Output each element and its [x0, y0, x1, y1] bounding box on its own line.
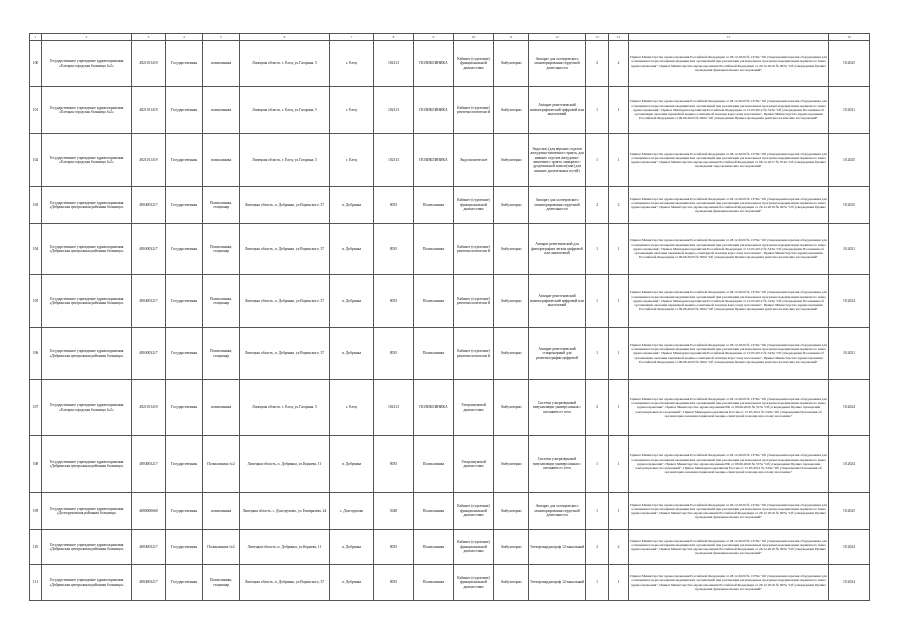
facility-type: поликлиника	[203, 380, 240, 436]
equipment: Эндоскоп (для верхних отделов желудочно-кишечного тракта, для нижних отделов желудочно-кишечного тракта, панкреато-дуоденальной зоны и(или) для нижних дыхательных путей)	[529, 134, 586, 187]
code: 8035	[374, 187, 414, 224]
delivery-date: 10.2024	[829, 565, 870, 601]
facility-type: Поликлиника, стационар	[203, 328, 240, 380]
quantity-planned: 2	[609, 187, 629, 224]
ownership: Государственная	[166, 530, 203, 565]
unit-kind: Поликлиника	[414, 187, 454, 224]
address: Липецкая область, с. Долгоруково, ул.Тимирязева, 24	[240, 493, 330, 530]
facility-type: поликлиника	[203, 493, 240, 530]
organization-name: Государственное учреждение здравоохранения «Елецкая городская больница №2»	[42, 87, 132, 134]
quantity-planned: 1	[609, 328, 629, 380]
quantity-required: 2	[586, 380, 609, 436]
care-mode: Амбулаторно	[494, 41, 529, 87]
care-mode: Амбулаторно	[494, 134, 529, 187]
equipment: Аппарат для холтеровского мониторирования сердечной деятельности	[529, 493, 586, 530]
unit-kind: ПОЛИКЛИНИКА	[414, 87, 454, 134]
legal-basis: Приказ Министерства здравоохранения Российской Федерации от 28.12.2020 № 1379н "Об утверждении перечня оборудования для оснащения и переоснащения медицинских организаций при реализации региональных программ модернизации первичного звена здравоохранения", Приказ Министерства здравоохранения Российской Федерации от 26.12.2016 № 997н "Об утверждении Правил проведения функциональных исследований"	[629, 187, 829, 224]
settlement: п. Добринка	[330, 187, 374, 224]
settlement: п. Добринка	[330, 565, 374, 601]
address: Липецкая область, г. Елец, ул.Гагарина, 5	[240, 87, 330, 134]
quantity-required: 1	[586, 565, 609, 601]
legal-basis: Приказ Министерства здравоохранения Российской Федерации от 28.12.2020 № 1379н "Об утверждении перечня оборудования для оснащения и переоснащения медицинских организаций при реализации региональных программ модернизации первичного звена здравоохранения", Приказ Министерства здравоохранения Российской Федерации от 26.12.2016 № 997н "Об утверждении Правил проведения функциональных исследований"	[629, 565, 829, 601]
quantity-planned: 1	[609, 134, 629, 187]
settlement: п. Добринка	[330, 224, 374, 275]
unit-kind: Поликлиника	[414, 224, 454, 275]
quantity-required: 1	[586, 493, 609, 530]
organization-name: Государственное учреждение здравоохранения «Елецкая городская больница №2»	[42, 380, 132, 436]
column-number: 12	[529, 34, 586, 41]
quantity-required: 1	[586, 328, 609, 380]
inn: 4821011419	[132, 41, 166, 87]
organization-name: Государственное учреждение здравоохранения «Долгоруковская районная больница»	[42, 493, 132, 530]
inn: 4804003217	[132, 328, 166, 380]
unit-kind: ПОЛИКЛИНИКА	[414, 134, 454, 187]
address: Липецкая область, г. Елец, ул.Гагарина, 5	[240, 134, 330, 187]
ownership: Государственная	[166, 565, 203, 601]
row-number: 108	[30, 436, 42, 493]
care-mode: Амбулаторно	[494, 436, 529, 493]
care-mode: Амбулаторно	[494, 224, 529, 275]
facility-type: Поликлиника №2	[203, 436, 240, 493]
ownership: Государственная	[166, 436, 203, 493]
inn: 4804003217	[132, 187, 166, 224]
code: 8035	[374, 436, 414, 493]
code: 8035	[374, 224, 414, 275]
department: Кабинет (отделение) функциональной диагностики	[454, 493, 494, 530]
department: Кабинет (отделение) рентгенологически й	[454, 328, 494, 380]
equipment: Аппарат рентгеновский маммографический цифровой или аналоговый	[529, 275, 586, 328]
department: Кабинет (отделение) функциональной диагностики	[454, 41, 494, 87]
quantity-required: 1	[586, 436, 609, 493]
settlement: п. Добринка	[330, 275, 374, 328]
legal-basis: Приказ Министерства здравоохранения Российской Федерации от 28.12.2020 № 1379н "Об утверждении перечня оборудования для оснащения и переоснащения медицинских организаций при реализации региональных программ модернизации первичного звена здравоохранения", Приказ Министерства здравоохранения Российской Федерации от 26.12.2016 № 997н "Об утверждении Правил проведения функциональных исследований"	[629, 493, 829, 530]
column-number: 5	[203, 34, 240, 41]
code: 102313	[374, 134, 414, 187]
organization-name: Государственное учреждение здравоохранения «Добринская центральная районная больница»	[42, 530, 132, 565]
unit-kind: ПОЛИКЛИНИКА	[414, 380, 454, 436]
care-mode: Амбулаторно	[494, 87, 529, 134]
inn: 4804003217	[132, 565, 166, 601]
unit-kind: Поликлиника	[414, 530, 454, 565]
legal-basis: Приказ Министерства здравоохранения Российской Федерации от 28.12.2020 № 1379н "Об утверждении перечня оборудования для оснащения и переоснащения медицинских организаций при реализации региональных программ модернизации первичного звена здравоохранения", Приказ Министерства здравоохранения РФ от 08.06.2020 № 557н "Об утверждении Правил проведения ультразвуковых исследований", Приказ Минздравсоцразвития России от 15.05.2012 № 543н "Об утверждении Положения об организации оказания первичной медико-санитарной помощи взрослому населению"	[629, 436, 829, 493]
legal-basis: Приказ Министерства здравоохранения Российской Федерации от 28.12.2020 № 1379н "Об утверждении перечня оборудования для оснащения и переоснащения медицинских организаций при реализации региональных программ модернизации первичного звена здравоохранения", Приказ Минздравсоцразвития Российской Федерации от 15.05.2012 № 543н "Об утверждении Положения об организации оказания первичной медико-санитарной помощи взрослому населению", Приказ Министерства здравоохранения Российской Федерации от 09.06.2020 № 560н "Об утверждении Правил проведения рентгенологических исследований"	[629, 224, 829, 275]
equipment: Аппарат рентгеновский для флюорографии легких цифровой или аналоговый	[529, 224, 586, 275]
table-row	[30, 530, 870, 565]
equipment: Электрокардиограф 12-канальный	[529, 565, 586, 601]
delivery-date: 10.2025	[829, 187, 870, 224]
quantity-required: 1	[586, 87, 609, 134]
care-mode: Амбулаторно	[494, 530, 529, 565]
row-number: 104	[30, 224, 42, 275]
address: Липецкая область, п. Добринка, ул.Воронского, 37	[240, 328, 330, 380]
department: Кабинет (отделение) рентгенологически й	[454, 275, 494, 328]
column-number: 1	[30, 34, 42, 41]
organization-name: Государственное учреждение здравоохранения «Добринская центральная районная больница»	[42, 436, 132, 493]
care-mode: Амбулаторно	[494, 565, 529, 601]
equipment-table	[29, 33, 870, 601]
facility-type: поликлиника	[203, 41, 240, 87]
row-number: 101	[30, 87, 42, 134]
facility-type: Поликлиника, стационар	[203, 275, 240, 328]
quantity-required: 1	[586, 224, 609, 275]
department: Кабинет (отделение) функциональной диагностики	[454, 530, 494, 565]
row-number: 106	[30, 328, 42, 380]
table-row	[30, 187, 870, 224]
ownership: Государственная	[166, 493, 203, 530]
code: 8035	[374, 565, 414, 601]
settlement: п. Добринка	[330, 530, 374, 565]
table-row	[30, 87, 870, 134]
equipment: Система ультразвуковой визуализации универсальная с питанием от сети	[529, 436, 586, 493]
legal-basis: Приказ Министерства здравоохранения Российской Федерации от 28.12.2020 № 1379н "Об утверждении перечня оборудования для оснащения и переоснащения медицинских организаций при реализации региональных программ модернизации первичного звена здравоохранения", Приказ Министерства здравоохранения Российской Федерации от 06.12.2017 № 974н "Об утверждении Правил проведения эндоскопических исследований"	[629, 134, 829, 187]
legal-basis: Приказ Министерства здравоохранения Российской Федерации от 28.12.2020 № 1379н "Об утверждении перечня оборудования для оснащения и переоснащения медицинских организаций при реализации региональных программ модернизации первичного звена здравоохранения", Приказ Минздравсоцразвития Российской Федерации от 15.05.2012 № 543н "Об утверждении Положения об организации оказания первичной медико-санитарной помощи взрослому населению", Приказ Министерства здравоохранения Российской Федерации от 09.06.2020 № 560н "Об утверждении Правил проведения рентгенологических исследований"	[629, 275, 829, 328]
ownership: Государственная	[166, 134, 203, 187]
department: Кабинет (отделение) рентгенологически й	[454, 87, 494, 134]
settlement: г. Елец	[330, 134, 374, 187]
settlement: г. Елец	[330, 380, 374, 436]
column-number: 8	[374, 34, 414, 41]
column-number: 2	[42, 34, 132, 41]
inn: 4806000660	[132, 493, 166, 530]
settlement: г. Елец	[330, 87, 374, 134]
quantity-planned: 2	[609, 41, 629, 87]
facility-type: поликлиника	[203, 134, 240, 187]
equipment: Аппарат для холтеровского мониторирования сердечной деятельности	[529, 41, 586, 87]
facility-type: Поликлиника, стационар	[203, 187, 240, 224]
legal-basis: Приказ Министерства здравоохранения Российской Федерации от 28.12.2020 № 1379н "Об утверждении перечня оборудования для оснащения и переоснащения медицинских организаций при реализации региональных программ модернизации первичного звена здравоохранения", Приказ Министерства здравоохранения Российской Федерации от 26.12.2016 № 997н "Об утверждении Правил проведения функциональных исследований"	[629, 530, 829, 565]
delivery-date: 10.2021	[829, 328, 870, 380]
column-number: 15	[629, 34, 829, 41]
column-number: 14	[609, 34, 629, 41]
department: Ультразвуковой диагностики	[454, 380, 494, 436]
care-mode: Амбулаторно	[494, 187, 529, 224]
quantity-planned: 1	[609, 565, 629, 601]
quantity-required: 2	[586, 530, 609, 565]
row-number: 110	[30, 530, 42, 565]
quantity-planned: 1	[609, 436, 629, 493]
legal-basis: Приказ Министерства здравоохранения Российской Федерации от 28.12.2020 № 1379н "Об утверждении перечня оборудования для оснащения и переоснащения медицинских организаций при реализации региональных программ модернизации первичного звена здравоохранения", Приказ Министерства здравоохранения Российской Федерации от 26.12.2016 № 997н "Об утверждении Правил проведения функциональных исследований"	[629, 41, 829, 87]
table-row	[30, 134, 870, 187]
ownership: Государственная	[166, 380, 203, 436]
code: 5048	[374, 493, 414, 530]
inn: 4804003217	[132, 436, 166, 493]
organization-name: Государственное учреждение здравоохранения «Добринская центральная районная больница»	[42, 224, 132, 275]
column-number: 9	[414, 34, 454, 41]
column-number: 6	[240, 34, 330, 41]
address: Липецкая область, п. Добринка, ул.Корнева, 11	[240, 436, 330, 493]
organization-name: Государственное учреждение здравоохранения «Елецкая городская больница №2»	[42, 134, 132, 187]
quantity-required: 2	[586, 187, 609, 224]
unit-kind: Поликлиника	[414, 275, 454, 328]
quantity-planned: 1	[609, 224, 629, 275]
column-number: 13	[586, 34, 609, 41]
delivery-date: 10.2024	[829, 380, 870, 436]
unit-kind: ПОЛИКЛИНИКА	[414, 41, 454, 87]
address: Липецкая область, п. Добринка, ул.Воронского, 37	[240, 565, 330, 601]
row-number: 105	[30, 275, 42, 328]
delivery-date: 10.2024	[829, 436, 870, 493]
equipment: Аппарат рентгеновский маммографический цифровой или аналоговый	[529, 87, 586, 134]
address: Липецкая область, г. Елец, ул.Гагарина, 5	[240, 41, 330, 87]
address: Липецкая область, п. Добринка, ул.Корнева, 11	[240, 530, 330, 565]
table-row	[30, 493, 870, 530]
settlement: п. Добринка	[330, 436, 374, 493]
quantity-planned: 1	[609, 493, 629, 530]
organization-name: Государственное учреждение здравоохранения «Елецкая городская больница №2»	[42, 41, 132, 87]
code: 102313	[374, 87, 414, 134]
department: Ультразвуковой диагностики	[454, 436, 494, 493]
column-number-row	[30, 34, 870, 41]
table-row	[30, 275, 870, 328]
quantity-planned: 1	[609, 380, 629, 436]
facility-type: поликлиника	[203, 87, 240, 134]
delivery-date: 10.2025	[829, 134, 870, 187]
inn: 4821011419	[132, 380, 166, 436]
facility-type: Поликлиника №2	[203, 530, 240, 565]
delivery-date: 10.2025	[829, 493, 870, 530]
ownership: Государственная	[166, 41, 203, 87]
equipment: Электрокардиограф 12-канальный	[529, 530, 586, 565]
unit-kind: Поликлиника	[414, 565, 454, 601]
address: Липецкая область, п. Добринка, ул.Воронского, 37	[240, 187, 330, 224]
quantity-planned: 2	[609, 530, 629, 565]
code: 8035	[374, 275, 414, 328]
ownership: Государственная	[166, 87, 203, 134]
table-row	[30, 328, 870, 380]
equipment: Аппарат рентгеновский стационарный для рентгенографии цифровой	[529, 328, 586, 380]
ownership: Государственная	[166, 275, 203, 328]
organization-name: Государственное учреждение здравоохранения «Добринская центральная районная больница»	[42, 187, 132, 224]
inn: 4804003217	[132, 530, 166, 565]
delivery-date: 10.2024	[829, 275, 870, 328]
organization-name: Государственное учреждение здравоохранения «Добринская центральная районная больница»	[42, 328, 132, 380]
care-mode: Амбулаторно	[494, 328, 529, 380]
code: 8035	[374, 530, 414, 565]
facility-type: Поликлиника, стационар	[203, 565, 240, 601]
row-number: 100	[30, 41, 42, 87]
column-number: 16	[829, 34, 870, 41]
quantity-required: 2	[586, 41, 609, 87]
ownership: Государственная	[166, 224, 203, 275]
code: 102313	[374, 41, 414, 87]
table-row	[30, 224, 870, 275]
row-number: 102	[30, 134, 42, 187]
quantity-planned: 1	[609, 275, 629, 328]
department: Эндоскопическое	[454, 134, 494, 187]
department: Кабинет (отделение) функциональной диагностики	[454, 565, 494, 601]
delivery-date: 10.2025	[829, 41, 870, 87]
equipment: Аппарат для холтеровского мониторирования сердечной деятельности	[529, 187, 586, 224]
unit-kind: Поликлиника	[414, 493, 454, 530]
row-number: 103	[30, 187, 42, 224]
row-number: 111	[30, 565, 42, 601]
inn: 4804003217	[132, 224, 166, 275]
inn: 4821011419	[132, 87, 166, 134]
settlement: с. Долгоруково	[330, 493, 374, 530]
quantity-required: 1	[586, 275, 609, 328]
facility-type: Поликлиника, стационар	[203, 224, 240, 275]
department: Кабинет (отделение) функциональной диагностики	[454, 187, 494, 224]
care-mode: Амбулаторно	[494, 380, 529, 436]
column-number: 11	[494, 34, 529, 41]
ownership: Государственная	[166, 328, 203, 380]
column-number: 4	[166, 34, 203, 41]
inn: 4821011419	[132, 134, 166, 187]
unit-kind: Поликлиника	[414, 328, 454, 380]
organization-name: Государственное учреждение здравоохранения «Добринская центральная районная больница»	[42, 565, 132, 601]
ownership: Государственная	[166, 187, 203, 224]
table-row	[30, 436, 870, 493]
address: Липецкая область, г. Елец, ул.Гагарина, 5	[240, 380, 330, 436]
delivery-date: 10.2021	[829, 224, 870, 275]
code: 102313	[374, 380, 414, 436]
address: Липецкая область, п. Добринка, ул.Воронского, 37	[240, 224, 330, 275]
legal-basis: Приказ Министерства здравоохранения Российской Федерации от 28.12.2020 № 1379н "Об утверждении перечня оборудования для оснащения и переоснащения медицинских организаций при реализации региональных программ модернизации первичного звена здравоохранения", Приказ Минздравсоцразвития Российской Федерации от 15.05.2012 № 543н "Об утверждении Положения об организации оказания первичной медико-санитарной помощи взрослому населению", Приказ Министерства здравоохранения Российской Федерации от 09.06.2020 № 560н "Об утверждении Правил проведения рентгенологических исследований"	[629, 328, 829, 380]
column-number: 3	[132, 34, 166, 41]
table-row	[30, 565, 870, 601]
table-row	[30, 380, 870, 436]
settlement: п. Добринка	[330, 328, 374, 380]
quantity-required: 1	[586, 134, 609, 187]
inn: 4804003217	[132, 275, 166, 328]
column-number: 7	[330, 34, 374, 41]
care-mode: Амбулаторно	[494, 275, 529, 328]
department: Кабинет (отделение) рентгенологически й	[454, 224, 494, 275]
unit-kind: Поликлиника	[414, 436, 454, 493]
address: Липецкая область, п. Добринка, ул.Воронского, 37	[240, 275, 330, 328]
delivery-date: 10.2021	[829, 87, 870, 134]
code: 8035	[374, 328, 414, 380]
legal-basis: Приказ Министерства здравоохранения Российской Федерации от 28.12.2020 № 1379н "Об утверждении перечня оборудования для оснащения и переоснащения медицинских организаций при реализации региональных программ модернизации первичного звена здравоохранения", Приказ Минздравсоцразвития Российской Федерации от 15.05.2012 № 543н "Об утверждении Положения об организации оказания первичной медико-санитарной помощи взрослому населению", Приказ Министерства здравоохранения Российской Федерации от 09.06.2020 № 560н "Об утверждении Правил проведения рентгенологических исследований"	[629, 87, 829, 134]
organization-name: Государственное учреждение здравоохранения «Добринская центральная районная больница»	[42, 275, 132, 328]
column-number: 10	[454, 34, 494, 41]
settlement: г. Елец	[330, 41, 374, 87]
table-row	[30, 41, 870, 87]
delivery-date: 10.2024	[829, 530, 870, 565]
care-mode: Амбулаторно	[494, 493, 529, 530]
equipment: Система ультразвуковой визуализации универсальная с питанием от сети	[529, 380, 586, 436]
legal-basis: Приказ Министерства здравоохранения Российской Федерации от 28.12.2020 № 1379н "Об утверждении перечня оборудования для оснащения и переоснащения медицинских организаций при реализации региональных программ модернизации первичного звена здравоохранения", Приказ Министерства здравоохранения РФ от 08.06.2020 № 557н "Об утверждении Правил проведения ультразвуковых исследований", Приказ Минздравсоцразвития России от 15.05.2012 № 543н "Об утверждении Положения об организации оказания первичной медико-санитарной помощи взрослому населению"	[629, 380, 829, 436]
quantity-planned: 1	[609, 87, 629, 134]
row-number: 107	[30, 380, 42, 436]
row-number: 109	[30, 493, 42, 530]
